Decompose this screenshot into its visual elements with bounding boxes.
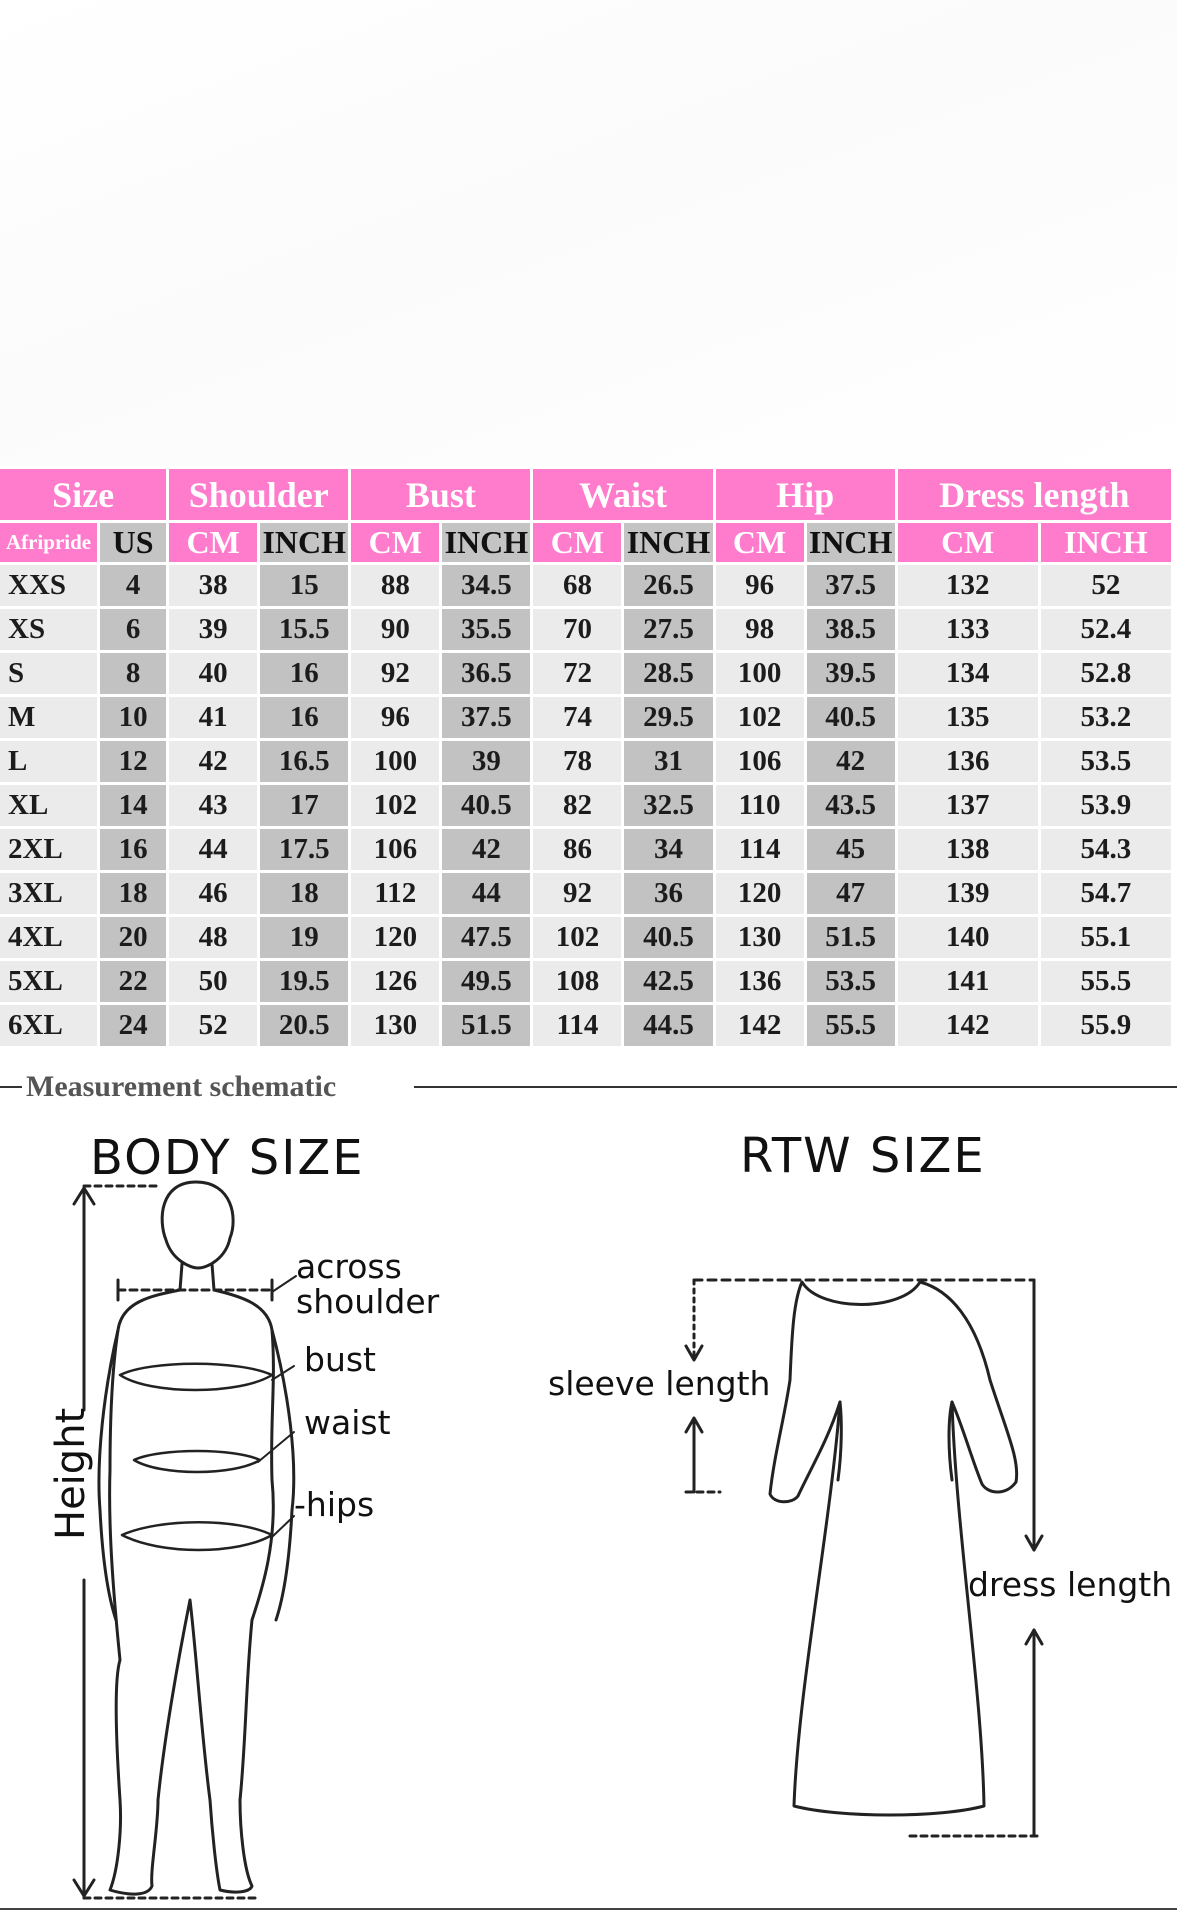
table-cell: 54.7 — [1041, 873, 1171, 914]
unit-header-shoulder-inch: INCH — [260, 523, 348, 562]
group-header-waist: Waist — [533, 469, 712, 520]
table-row — [0, 961, 1171, 1002]
table-cell: 37.5 — [807, 565, 895, 606]
table-cell: 16 — [260, 697, 348, 738]
table-cell: 4 — [100, 565, 166, 606]
table-cell: 40 — [169, 653, 257, 694]
table-cell: 31 — [624, 741, 712, 782]
table-row — [0, 697, 1171, 738]
table-cell: 39 — [442, 741, 530, 782]
table-cell: 98 — [716, 609, 804, 650]
size-label-cell: M — [0, 697, 97, 738]
table-cell: 114 — [533, 1005, 621, 1046]
table-cell: 102 — [533, 917, 621, 958]
group-header-row — [0, 469, 1171, 520]
table-cell: 90 — [351, 609, 439, 650]
unit-header-us: US — [100, 523, 166, 562]
table-cell: 120 — [351, 917, 439, 958]
size-label-cell: 2XL — [0, 829, 97, 870]
table-cell: 37.5 — [442, 697, 530, 738]
unit-header-dress-cm: CM — [898, 523, 1038, 562]
label-dress-length: dress length — [968, 1565, 1173, 1604]
unit-header-brand: Afripride — [0, 523, 97, 562]
size-label-cell: XS — [0, 609, 97, 650]
table-row — [0, 609, 1171, 650]
table-cell: 68 — [533, 565, 621, 606]
dress-figure-outline — [690, 1270, 1050, 1850]
table-cell: 40.5 — [807, 697, 895, 738]
table-cell: 20.5 — [260, 1005, 348, 1046]
table-cell: 53.5 — [807, 961, 895, 1002]
table-cell: 38 — [169, 565, 257, 606]
table-cell: 6 — [100, 609, 166, 650]
table-cell: 49.5 — [442, 961, 530, 1002]
table-cell: 53.2 — [1041, 697, 1171, 738]
group-header-dress-length: Dress length — [898, 469, 1171, 520]
divider-line-left — [0, 1086, 22, 1088]
table-cell: 52 — [169, 1005, 257, 1046]
waist-band — [134, 1451, 260, 1472]
table-cell: 96 — [716, 565, 804, 606]
body-size-title: BODY SIZE — [90, 1130, 365, 1186]
table-cell: 52.4 — [1041, 609, 1171, 650]
table-cell: 130 — [716, 917, 804, 958]
table-cell: 36.5 — [442, 653, 530, 694]
table-cell: 138 — [898, 829, 1038, 870]
blank-product-photo-area — [0, 0, 1177, 466]
table-cell: 52.8 — [1041, 653, 1171, 694]
table-cell: 19 — [260, 917, 348, 958]
table-cell: 55.5 — [1041, 961, 1171, 1002]
dress-outline — [770, 1282, 1017, 1815]
table-cell: 130 — [351, 1005, 439, 1046]
unit-header-dress-inch: INCH — [1041, 523, 1171, 562]
table-cell: 120 — [716, 873, 804, 914]
table-cell: 108 — [533, 961, 621, 1002]
table-cell: 53.9 — [1041, 785, 1171, 826]
table-cell: 136 — [898, 741, 1038, 782]
table-cell: 40.5 — [442, 785, 530, 826]
size-label-cell: 6XL — [0, 1005, 97, 1046]
group-header-hip: Hip — [716, 469, 895, 520]
schematic-title: Measurement schematic — [26, 1070, 337, 1103]
table-cell: 114 — [716, 829, 804, 870]
table-cell: 36 — [624, 873, 712, 914]
label-bust: bust — [304, 1340, 376, 1379]
size-label-cell: XXS — [0, 565, 97, 606]
table-cell: 51.5 — [442, 1005, 530, 1046]
table-cell: 70 — [533, 609, 621, 650]
table-cell: 110 — [716, 785, 804, 826]
table-cell: 28.5 — [624, 653, 712, 694]
table-cell: 53.5 — [1041, 741, 1171, 782]
size-label-cell: S — [0, 653, 97, 694]
table-cell: 100 — [351, 741, 439, 782]
table-cell: 92 — [351, 653, 439, 694]
unit-header-waist-inch: INCH — [624, 523, 712, 562]
table-cell: 20 — [100, 917, 166, 958]
table-cell: 27.5 — [624, 609, 712, 650]
table-cell: 54.3 — [1041, 829, 1171, 870]
table-cell: 106 — [716, 741, 804, 782]
table-cell: 47 — [807, 873, 895, 914]
size-label-cell: 5XL — [0, 961, 97, 1002]
size-chart-table — [0, 466, 1174, 1049]
table-cell: 82 — [533, 785, 621, 826]
table-cell: 102 — [716, 697, 804, 738]
table-cell: 42 — [442, 829, 530, 870]
unit-header-hip-cm: CM — [716, 523, 804, 562]
table-cell: 22 — [100, 961, 166, 1002]
table-cell: 112 — [351, 873, 439, 914]
unit-header-shoulder-cm: CM — [169, 523, 257, 562]
size-label-cell: 3XL — [0, 873, 97, 914]
table-row — [0, 653, 1171, 694]
table-cell: 15 — [260, 565, 348, 606]
table-cell: 43 — [169, 785, 257, 826]
table-cell: 135 — [898, 697, 1038, 738]
table-cell: 86 — [533, 829, 621, 870]
table-cell: 102 — [351, 785, 439, 826]
table-cell: 43.5 — [807, 785, 895, 826]
table-cell: 134 — [898, 653, 1038, 694]
table-cell: 18 — [100, 873, 166, 914]
table-cell: 137 — [898, 785, 1038, 826]
unit-header-waist-cm: CM — [533, 523, 621, 562]
hips-band — [122, 1522, 272, 1550]
table-cell: 72 — [533, 653, 621, 694]
table-row — [0, 917, 1171, 958]
table-cell: 45 — [807, 829, 895, 870]
table-cell: 39.5 — [807, 653, 895, 694]
table-cell: 17 — [260, 785, 348, 826]
table-cell: 44 — [169, 829, 257, 870]
divider-line-right — [414, 1086, 1177, 1088]
table-cell: 55.9 — [1041, 1005, 1171, 1046]
unit-header-row — [0, 523, 1171, 562]
unit-header-bust-inch: INCH — [442, 523, 530, 562]
rtw-size-title: RTW SIZE — [740, 1128, 986, 1184]
table-cell: 26.5 — [624, 565, 712, 606]
table-cell: 42 — [169, 741, 257, 782]
table-cell: 74 — [533, 697, 621, 738]
table-cell: 29.5 — [624, 697, 712, 738]
table-row — [0, 873, 1171, 914]
group-header-bust: Bust — [351, 469, 530, 520]
table-cell: 16.5 — [260, 741, 348, 782]
table-cell: 92 — [533, 873, 621, 914]
label-sleeve-length: sleeve length — [548, 1364, 771, 1403]
unit-header-bust-cm: CM — [351, 523, 439, 562]
table-cell: 10 — [100, 697, 166, 738]
table-cell: 42.5 — [624, 961, 712, 1002]
table-cell: 16 — [100, 829, 166, 870]
head-outline — [162, 1182, 233, 1268]
size-label-cell: 4XL — [0, 917, 97, 958]
table-cell: 51.5 — [807, 917, 895, 958]
label-across-shoulder — [296, 1247, 440, 1321]
table-cell: 16 — [260, 653, 348, 694]
table-cell: 14 — [100, 785, 166, 826]
table-cell: 32.5 — [624, 785, 712, 826]
schematic-divider — [0, 1070, 1177, 1103]
table-cell: 88 — [351, 565, 439, 606]
table-cell: 12 — [100, 741, 166, 782]
table-cell: 100 — [716, 653, 804, 694]
table-row — [0, 741, 1171, 782]
table-cell: 44 — [442, 873, 530, 914]
table-row — [0, 829, 1171, 870]
table-cell: 44.5 — [624, 1005, 712, 1046]
label-height: Height — [48, 1407, 94, 1540]
table-cell: 40.5 — [624, 917, 712, 958]
table-cell: 141 — [898, 961, 1038, 1002]
label-hips: -hips — [294, 1485, 375, 1524]
table-cell: 55.5 — [807, 1005, 895, 1046]
table-cell: 140 — [898, 917, 1038, 958]
table-cell: 55.1 — [1041, 917, 1171, 958]
table-cell: 42 — [807, 741, 895, 782]
table-cell: 96 — [351, 697, 439, 738]
table-cell: 39 — [169, 609, 257, 650]
table-cell: 34 — [624, 829, 712, 870]
table-cell: 139 — [898, 873, 1038, 914]
table-cell: 142 — [716, 1005, 804, 1046]
table-cell: 24 — [100, 1005, 166, 1046]
group-header-shoulder: Shoulder — [169, 469, 348, 520]
table-cell: 142 — [898, 1005, 1038, 1046]
table-cell: 136 — [716, 961, 804, 1002]
table-cell: 78 — [533, 741, 621, 782]
table-cell: 19.5 — [260, 961, 348, 1002]
bust-band — [120, 1364, 272, 1390]
size-label-cell: XL — [0, 785, 97, 826]
size-label-cell: L — [0, 741, 97, 782]
table-row — [0, 565, 1171, 606]
table-cell: 18 — [260, 873, 348, 914]
table-cell: 133 — [898, 609, 1038, 650]
table-cell: 52 — [1041, 565, 1171, 606]
table-cell: 46 — [169, 873, 257, 914]
label-shoulder: shoulder — [296, 1281, 440, 1321]
table-cell: 106 — [351, 829, 439, 870]
table-row — [0, 785, 1171, 826]
table-cell: 41 — [169, 697, 257, 738]
group-header-size: Size — [0, 469, 166, 520]
unit-header-hip-inch: INCH — [807, 523, 895, 562]
label-waist: waist — [304, 1403, 391, 1442]
table-cell: 17.5 — [260, 829, 348, 870]
table-cell: 15.5 — [260, 609, 348, 650]
table-cell: 47.5 — [442, 917, 530, 958]
bottom-divider — [0, 1908, 1177, 1910]
table-cell: 8 — [100, 653, 166, 694]
table-cell: 38.5 — [807, 609, 895, 650]
label-across: across — [296, 1247, 402, 1286]
table-row — [0, 1005, 1171, 1046]
table-cell: 34.5 — [442, 565, 530, 606]
table-cell: 126 — [351, 961, 439, 1002]
table-cell: 50 — [169, 961, 257, 1002]
table-cell: 35.5 — [442, 609, 530, 650]
table-cell: 48 — [169, 917, 257, 958]
table-cell: 132 — [898, 565, 1038, 606]
